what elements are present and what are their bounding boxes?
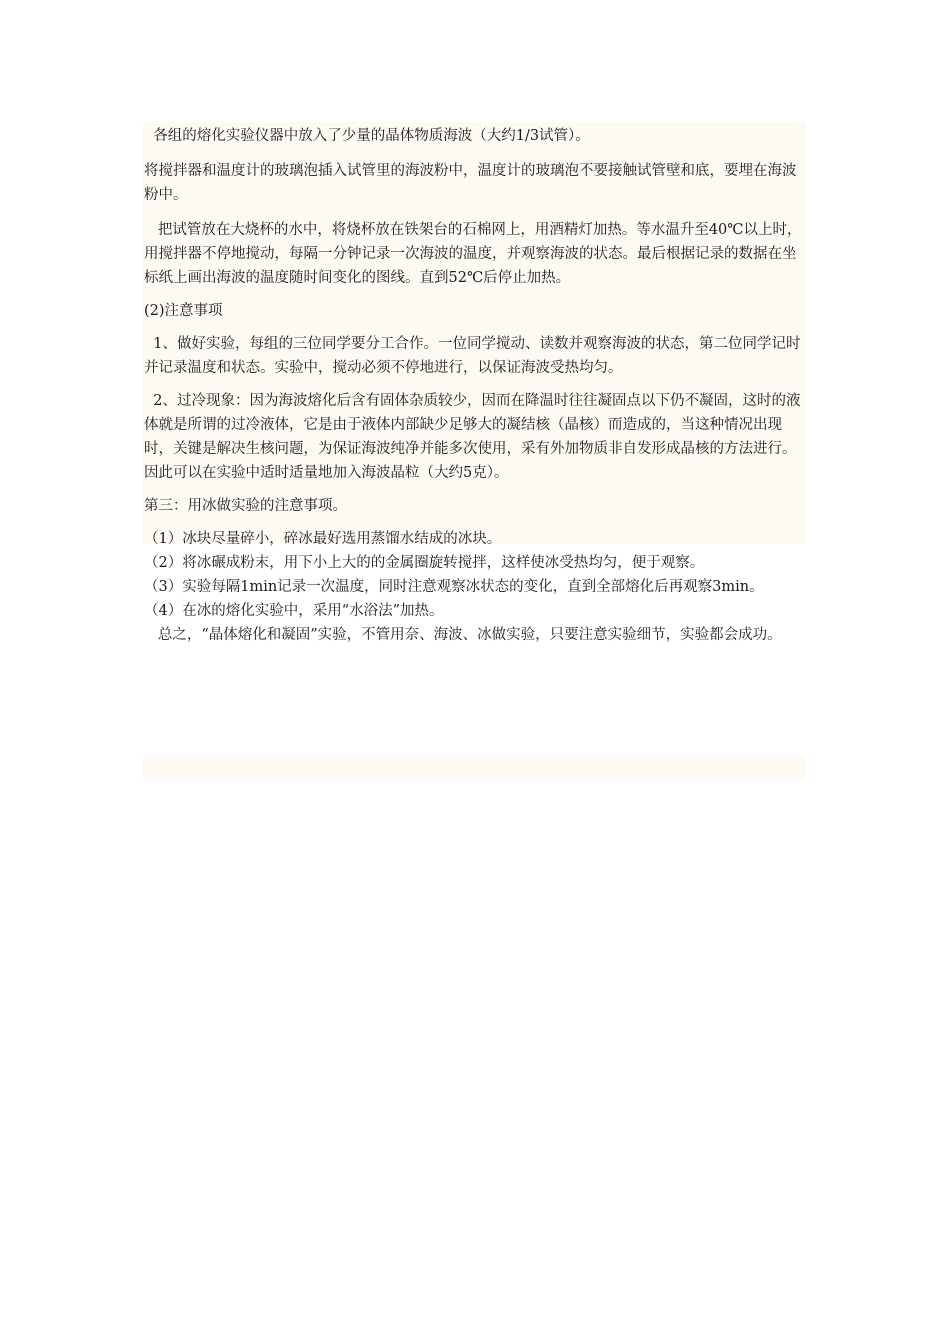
section-heading-ice: 第三：用冰做实验的注意事项。 [144, 498, 347, 514]
list-item: （2）将冰碾成粉末，用下小上大的的金属圈旋转搅拌，这样使冰受热均匀，便于观察。 [144, 555, 705, 571]
paragraph-insert-stirrer: 将搅拌器和温度计的玻璃泡插入试管里的海波粉中，温度计的玻璃泡不要接触试管壁和底，要埋在海波粉中。 [144, 163, 797, 203]
list-item: （3）实验每隔1min记录一次温度，同时注意观察冰状态的变化，直到全部熔化后再观察3min。 [144, 579, 764, 595]
list-item: （1）冰块尽量碎小，碎冰最好选用蒸馏水结成的冰块。 [144, 531, 502, 547]
shaded-background-lower [143, 756, 806, 780]
ice-notes-list [144, 527, 809, 647]
document-body [144, 124, 809, 647]
paragraph-intro: 各组的熔化实验仪器中放入了少量的晶体物质海波（大约1/3试管）。 [144, 128, 590, 144]
paragraph-note-1: 1、做好实验，每组的三位同学要分工合作。一位同学搅动、读数并观察海波的状态，第二位同学记时并记录温度和状态。实验中，搅动必须不停地进行，以保证海波受热均匀。 [144, 336, 801, 376]
paragraph-note-2: 2、过冷现象：因为海波熔化后含有固体杂质较少，因而在降温时往往凝固点以下仍不凝固，这时的液体就是所谓的过冷液体，它是由于液体内部缺少足够大的凝结核（晶核）而造成的，当这种情况出现时，关键是解决生核问题，为保证海波纯净并能多次使用，采有外加物质非自发形成晶核的方法进行。因此可以在实验中适时适量地加入海波晶粒（大约5克）。 [144, 393, 801, 481]
paragraph-heating: 把试管放在大烧杯的水中，将烧杯放在铁架台的石棉网上，用酒精灯加热。等水温升至40℃以上时，用搅拌器不停地搅动，每隔一分钟记录一次海波的温度，并观察海波的状态。最后根据记录的数据在坐标纸上画出海波的温度随时间变化的图线。直到52℃后停止加热。 [144, 222, 802, 286]
paragraph-conclusion: 总之，“晶体熔化和凝固”实验，不管用奈、海波、冰做实验，只要注意实验细节，实验都会成功。 [144, 627, 782, 643]
section-heading-notes: (2)注意事项 [144, 303, 223, 319]
list-item: （4）在冰的熔化实验中，采用“水浴法”加热。 [144, 603, 444, 619]
